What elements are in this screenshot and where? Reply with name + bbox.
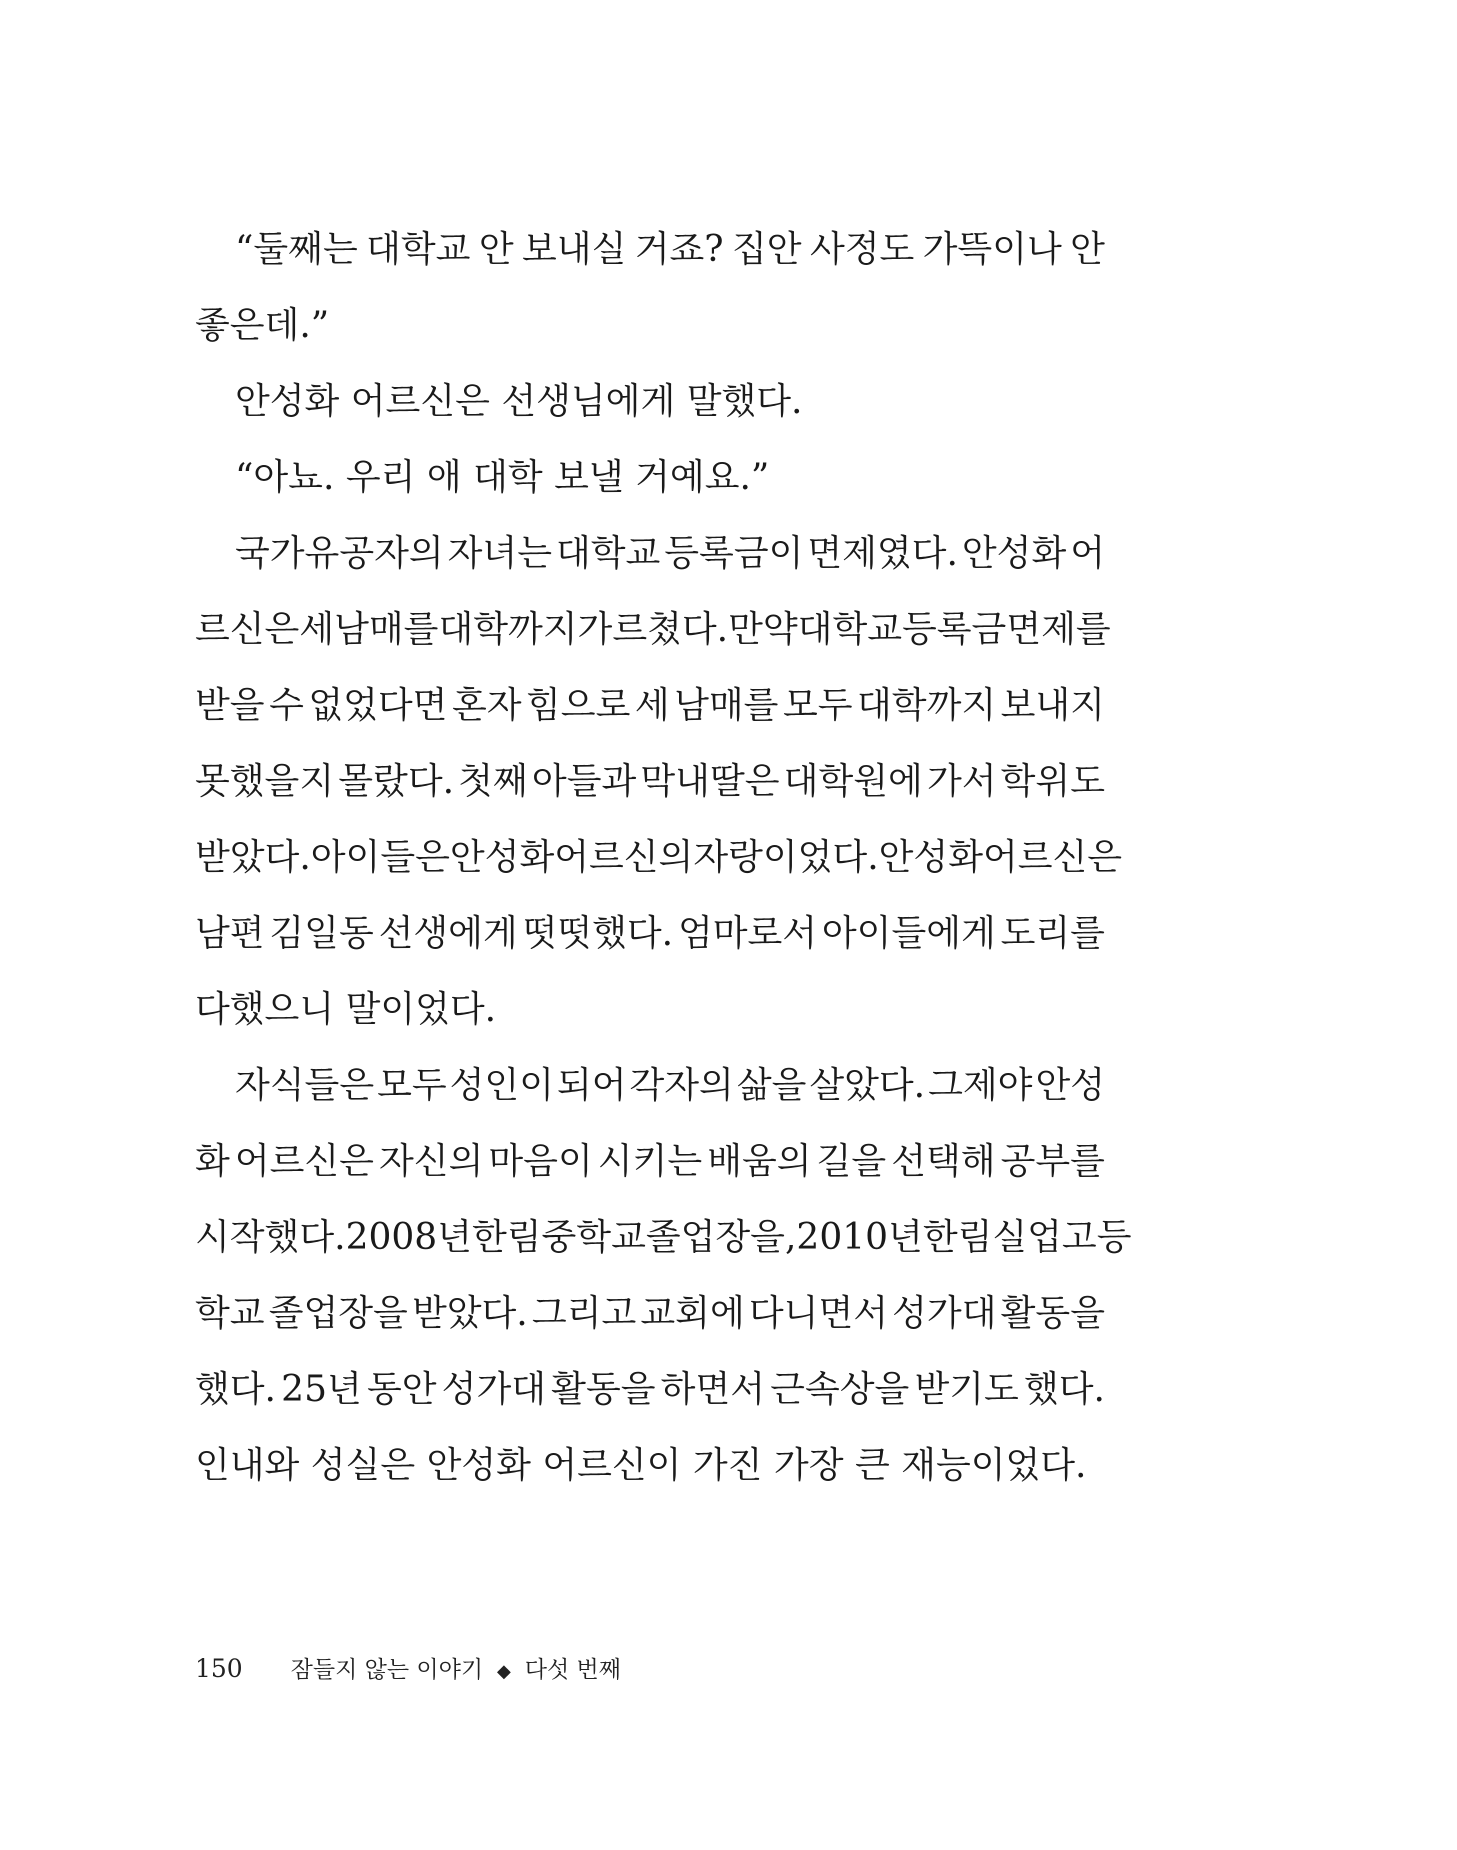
text-word: 자신의 [379, 1141, 484, 1182]
text-word: 시키는 [597, 1141, 703, 1182]
text-word: 자식들은 [235, 1065, 375, 1106]
text-word: 성인이 [449, 1065, 554, 1106]
text-line [195, 288, 1105, 364]
text-word: “아뇨. [235, 457, 335, 498]
text-word: 받았다. [195, 837, 311, 878]
text-line [195, 516, 1105, 592]
text-word: 가르쳤다. [577, 609, 729, 650]
text-word: 자랑이었다. [693, 837, 879, 878]
text-line [195, 820, 1123, 896]
text-word: 25년 [281, 1369, 362, 1410]
text-line [195, 896, 1105, 972]
text-word: 남편 [195, 913, 265, 954]
text-line [195, 1352, 1105, 1428]
text-word: 배움의 [707, 1141, 812, 1182]
text-word: 등록금 [902, 609, 1007, 650]
text-word: 면제였다. [807, 533, 958, 574]
text-word: 못했을지 [195, 761, 335, 802]
text-word: 가서 [926, 761, 997, 802]
text-word: 세 [634, 685, 670, 726]
text-word: 길을 [816, 1141, 887, 1182]
text-line [195, 668, 1105, 744]
text-word: 받기도 [914, 1369, 1019, 1410]
text-word: 받았다. [411, 1293, 528, 1334]
diamond-separator-icon: ◆ [497, 1661, 511, 1682]
text-word: 성가대 [441, 1369, 546, 1410]
text-word: 거예요.” [635, 457, 770, 498]
text-word: 어르신은 [350, 381, 490, 422]
text-word: 졸업장을 [268, 1293, 408, 1334]
text-word: 학교 [195, 1293, 265, 1334]
text-word: 모두 [782, 685, 853, 726]
text-word: 각자의 [629, 1065, 734, 1106]
text-word: 힘으로 [526, 685, 631, 726]
text-word: 안성화 [235, 381, 340, 422]
page-number: 150 [195, 1654, 243, 1683]
text-word: 안성화 [426, 1445, 531, 1486]
text-line [195, 972, 1105, 1048]
text-word: 어르신은 [982, 837, 1123, 878]
text-word: 했다. [1023, 1369, 1105, 1410]
text-word: 어르신이 [542, 1445, 682, 1486]
text-word: 우리 [345, 457, 416, 498]
text-word: 졸업장을, [645, 1217, 797, 1258]
text-word: 보내실 [522, 229, 627, 270]
text-word: 말했다. [686, 381, 803, 422]
text-word: 가장 [773, 1445, 844, 1486]
text-word: 남매를 [674, 685, 779, 726]
text-line [195, 212, 1105, 288]
text-word: 한림실업고등 [922, 1217, 1132, 1258]
text-word: 안성화 [878, 837, 983, 878]
text-word: 되어 [556, 1065, 627, 1106]
text-line [195, 1200, 1132, 1276]
text-word: 보낼 [554, 457, 624, 498]
text-word: 집안 [731, 229, 802, 270]
text-word: 했다. [195, 1369, 276, 1410]
text-word: 활동을 [1000, 1293, 1105, 1334]
text-word: 말이었다. [345, 989, 497, 1030]
text-word: 대학까지 [438, 609, 578, 650]
body-text [195, 212, 1132, 1504]
text-word: 혼자 [451, 685, 522, 726]
text-word: 삶을 [736, 1065, 807, 1106]
text-word: 재능이었다. [901, 1445, 1087, 1486]
text-word: 다니면서 [748, 1293, 888, 1334]
text-word: 한림중학교 [471, 1217, 646, 1258]
text-word: 첫째 [458, 761, 528, 802]
text-word: 근속상을 [770, 1369, 910, 1410]
text-word: 사정도 [809, 229, 915, 270]
text-word: 어르신의 [554, 837, 694, 878]
text-word: 좋은데.” [195, 305, 330, 346]
text-word: 어르신은 [234, 1141, 374, 1182]
text-word: 가진 [692, 1445, 763, 1486]
text-word: 동안 [366, 1369, 437, 1410]
text-word: 2008년 [345, 1217, 472, 1258]
text-word: 도리를 [1000, 913, 1105, 954]
text-word: 대학교 [797, 609, 902, 650]
text-word: 국가유공자의 [235, 533, 444, 574]
text-word: 다했으니 [195, 989, 335, 1030]
text-word: 교회에 [640, 1293, 745, 1334]
text-line [195, 364, 1105, 440]
text-word: 세 [299, 609, 335, 650]
text-word: 대학원에 [783, 761, 923, 802]
text-word: 르신은 [195, 609, 300, 650]
text-word: 활동을 [551, 1369, 656, 1410]
text-word: 큰 [854, 1445, 890, 1486]
text-word: 수 [269, 685, 304, 726]
text-word: 면제를 [1006, 609, 1111, 650]
book-title: 잠들지 않는 이야기 [290, 1657, 484, 1683]
text-word: 안성화 [449, 837, 555, 878]
text-word: 막내딸은 [640, 761, 780, 802]
volume-label: 다섯 번째 [524, 1657, 621, 1683]
text-word: 그제야 [928, 1065, 1033, 1106]
text-line [195, 1124, 1105, 1200]
text-word: 대학교 [366, 229, 471, 270]
text-line [195, 1048, 1105, 1124]
text-word: 자녀는 [447, 533, 552, 574]
text-word: 보내지 [1000, 685, 1105, 726]
text-line [195, 744, 1105, 820]
text-word: 그리고 [531, 1293, 637, 1334]
text-word: 시작했다. [195, 1217, 346, 1258]
text-word: 대학까지 [857, 685, 997, 726]
text-word: 대학교 [555, 533, 661, 574]
text-word: 마음이 [488, 1141, 593, 1182]
text-word: 하면서 [660, 1369, 765, 1410]
text-word: 학위도 [1000, 761, 1105, 802]
text-line [195, 1428, 1105, 1504]
text-word: 만약 [728, 609, 798, 650]
text-word: 받을 [195, 685, 265, 726]
text-word: 선생님에게 [501, 381, 676, 422]
text-word: 살았다. [809, 1065, 926, 1106]
text-line [195, 592, 1111, 668]
text-word: 아이들은 [310, 837, 450, 878]
text-word: 성가대 [892, 1293, 997, 1334]
text-word: 선생에게 [378, 913, 518, 954]
text-word: 몰랐다. [338, 761, 455, 802]
text-word: 모두 [377, 1065, 447, 1106]
page-footer [195, 1649, 621, 1689]
text-line [195, 1276, 1105, 1352]
text-word: 선택해 [891, 1141, 996, 1182]
text-word: 애 [426, 457, 462, 498]
text-word: 공부를 [1000, 1141, 1105, 1182]
text-word: 엄마로서 [677, 913, 818, 954]
text-word: 등록금이 [664, 533, 804, 574]
text-word: 안 [1070, 229, 1105, 270]
text-word: 인내와 [195, 1445, 300, 1486]
text-word: 없었다면 [308, 685, 448, 726]
text-word: 어 [1070, 533, 1105, 574]
text-word: 김일동 [269, 913, 374, 954]
text-word: 떳떳했다. [522, 913, 674, 954]
text-word: 남매를 [334, 609, 439, 650]
text-word: 안성화 [961, 533, 1067, 574]
text-word: 2010년 [796, 1217, 923, 1258]
text-word: 아들과 [531, 761, 637, 802]
text-word: 아이들에게 [821, 913, 996, 954]
text-word: 성실은 [310, 1445, 416, 1486]
text-line [195, 440, 1105, 516]
text-word: 안성 [1035, 1065, 1105, 1106]
text-word: 거죠? [634, 229, 724, 270]
text-word: 화 [195, 1141, 230, 1182]
text-word: “둘째는 [235, 229, 358, 270]
text-word: 가뜩이나 [922, 229, 1062, 270]
text-word: 안 [478, 229, 514, 270]
text-word: 대학 [473, 457, 543, 498]
